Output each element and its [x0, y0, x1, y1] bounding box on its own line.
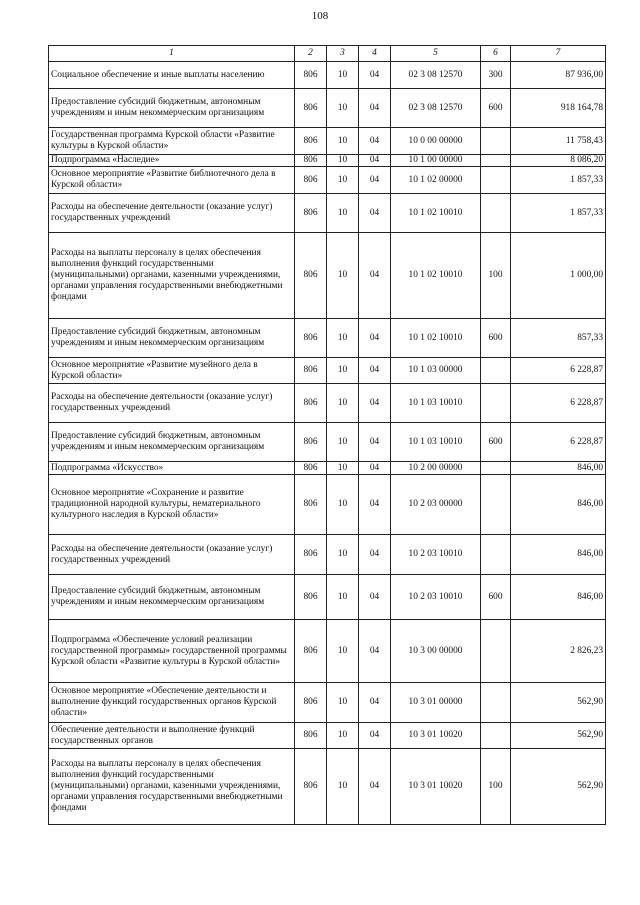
subsection-code-cell: 04: [359, 194, 391, 233]
ministry-code-cell: 806: [295, 423, 327, 462]
expense-type-code-cell: [481, 384, 511, 423]
table-row: [49, 423, 606, 462]
expense-type-code-cell: [481, 194, 511, 233]
expense-type-code-cell: [481, 358, 511, 384]
expense-name-cell: Основное мероприятие «Сохранение и развитие традиционной народной культуры, нематериального культурного наследия в Курской области»: [49, 475, 295, 535]
target-article-code-cell: 10 3 01 10020: [391, 749, 481, 825]
subsection-code-cell: 04: [359, 128, 391, 155]
subsection-code-cell: 04: [359, 155, 391, 167]
table-row: [49, 319, 606, 358]
expense-name-cell: Предоставление субсидий бюджетным, автономным учреждениям и иным некоммерческим организациям: [49, 89, 295, 128]
section-code-cell: 10: [327, 89, 359, 128]
subsection-code-cell: 04: [359, 423, 391, 462]
page-number: 108: [311, 10, 329, 22]
budget-table: [48, 45, 606, 825]
target-article-code-cell: 10 1 03 00000: [391, 358, 481, 384]
expense-type-code-cell: 600: [481, 575, 511, 620]
subsection-code-cell: 04: [359, 620, 391, 683]
section-code-cell: 10: [327, 620, 359, 683]
table-row: [49, 475, 606, 535]
table-row: [49, 358, 606, 384]
amount-cell: 8 086,20: [511, 155, 606, 167]
amount-cell: 846,00: [511, 475, 606, 535]
ministry-code-cell: 806: [295, 358, 327, 384]
expense-name-cell: Социальное обеспечение и иные выплаты населению: [49, 62, 295, 89]
amount-cell: 1 857,33: [511, 194, 606, 233]
amount-cell: 6 228,87: [511, 423, 606, 462]
expense-type-code-cell: [481, 155, 511, 167]
ministry-code-cell: 806: [295, 62, 327, 89]
section-code-cell: 10: [327, 723, 359, 749]
target-article-code-cell: 10 2 03 00000: [391, 475, 481, 535]
section-code-cell: 10: [327, 167, 359, 194]
target-article-code-cell: 10 1 02 10010: [391, 194, 481, 233]
target-article-code-cell: 10 1 03 10010: [391, 384, 481, 423]
expense-type-code-cell: 600: [481, 423, 511, 462]
target-article-code-cell: 10 1 02 10010: [391, 233, 481, 319]
table-row: [49, 194, 606, 233]
section-code-cell: 10: [327, 358, 359, 384]
amount-cell: 846,00: [511, 575, 606, 620]
subsection-code-cell: 04: [359, 62, 391, 89]
expense-type-code-cell: [481, 723, 511, 749]
expense-name-cell: Предоставление субсидий бюджетным, автономным учреждениям и иным некоммерческим организациям: [49, 575, 295, 620]
ministry-code-cell: 806: [295, 155, 327, 167]
section-code-cell: 10: [327, 462, 359, 475]
amount-cell: 562,90: [511, 723, 606, 749]
amount-cell: 846,00: [511, 462, 606, 475]
section-code-cell: 10: [327, 319, 359, 358]
subsection-code-cell: 04: [359, 233, 391, 319]
ministry-code-cell: 806: [295, 319, 327, 358]
table-row: [49, 683, 606, 723]
section-code-cell: 10: [327, 233, 359, 319]
section-code-cell: 10: [327, 535, 359, 575]
section-code-cell: 10: [327, 128, 359, 155]
ministry-code-cell: 806: [295, 749, 327, 825]
expense-type-code-cell: 600: [481, 89, 511, 128]
amount-cell: 918 164,78: [511, 89, 606, 128]
amount-cell: 846,00: [511, 535, 606, 575]
header-cell-2: 2: [295, 46, 327, 62]
expense-type-code-cell: [481, 128, 511, 155]
expense-type-code-cell: 100: [481, 233, 511, 319]
ministry-code-cell: 806: [295, 535, 327, 575]
expense-name-cell: Расходы на обеспечение деятельности (оказание услуг) государственных учреждений: [49, 194, 295, 233]
amount-cell: 2 826,23: [511, 620, 606, 683]
target-article-code-cell: 10 2 00 00000: [391, 462, 481, 475]
target-article-code-cell: 10 3 01 10020: [391, 723, 481, 749]
table-row: [49, 89, 606, 128]
table-row: [49, 167, 606, 194]
amount-cell: 6 228,87: [511, 384, 606, 423]
amount-cell: 87 936,00: [511, 62, 606, 89]
amount-cell: 1 000,00: [511, 233, 606, 319]
section-code-cell: 10: [327, 575, 359, 620]
ministry-code-cell: 806: [295, 575, 327, 620]
target-article-code-cell: 10 3 00 00000: [391, 620, 481, 683]
target-article-code-cell: 10 3 01 00000: [391, 683, 481, 723]
subsection-code-cell: 04: [359, 462, 391, 475]
subsection-code-cell: 04: [359, 749, 391, 825]
table-row: [49, 462, 606, 475]
header-cell-3: 3: [327, 46, 359, 62]
expense-name-cell: Подпрограмма «Наследие»: [49, 155, 295, 167]
subsection-code-cell: 04: [359, 535, 391, 575]
subsection-code-cell: 04: [359, 89, 391, 128]
ministry-code-cell: 806: [295, 128, 327, 155]
ministry-code-cell: 806: [295, 384, 327, 423]
expense-name-cell: Основное мероприятие «Развитие музейного дела в Курской области»: [49, 358, 295, 384]
expense-name-cell: Государственная программа Курской области «Развитие культуры в Курской области»: [49, 128, 295, 155]
target-article-code-cell: 10 2 03 10010: [391, 535, 481, 575]
expense-type-code-cell: [481, 620, 511, 683]
ministry-code-cell: 806: [295, 683, 327, 723]
section-code-cell: 10: [327, 384, 359, 423]
target-article-code-cell: 02 3 08 12570: [391, 62, 481, 89]
expense-type-code-cell: [481, 475, 511, 535]
target-article-code-cell: 10 1 03 10010: [391, 423, 481, 462]
target-article-code-cell: 10 1 00 00000: [391, 155, 481, 167]
header-cell-7: 7: [511, 46, 606, 62]
table-row: [49, 749, 606, 825]
subsection-code-cell: 04: [359, 683, 391, 723]
expense-name-cell: Расходы на обеспечение деятельности (оказание услуг) государственных учреждений: [49, 384, 295, 423]
table-row: [49, 723, 606, 749]
expense-name-cell: Предоставление субсидий бюджетным, автономным учреждениям и иным некоммерческим организациям: [49, 423, 295, 462]
ministry-code-cell: 806: [295, 233, 327, 319]
subsection-code-cell: 04: [359, 384, 391, 423]
subsection-code-cell: 04: [359, 167, 391, 194]
target-article-code-cell: 10 1 02 00000: [391, 167, 481, 194]
table-row: [49, 620, 606, 683]
ministry-code-cell: 806: [295, 475, 327, 535]
expense-type-code-cell: 300: [481, 62, 511, 89]
table-row: [49, 575, 606, 620]
table-row: [49, 62, 606, 89]
amount-cell: 11 758,43: [511, 128, 606, 155]
amount-cell: 6 228,87: [511, 358, 606, 384]
expense-name-cell: Расходы на выплаты персоналу в целях обеспечения выполнения функций государственными (муниципальными) органами, казенными учреждениями, органами управления государственными внебюджетными фондами: [49, 233, 295, 319]
target-article-code-cell: 10 1 02 10010: [391, 319, 481, 358]
expense-name-cell: Подпрограмма «Искусство»: [49, 462, 295, 475]
expense-type-code-cell: [481, 535, 511, 575]
expense-type-code-cell: 100: [481, 749, 511, 825]
expense-name-cell: Подпрограмма «Обеспечение условий реализации государственной программы» государственной программы Курской области «Развитие культуры в Курской области»: [49, 620, 295, 683]
subsection-code-cell: 04: [359, 723, 391, 749]
ministry-code-cell: 806: [295, 89, 327, 128]
subsection-code-cell: 04: [359, 358, 391, 384]
expense-name-cell: Основное мероприятие «Обеспечение деятельности и выполнение функций государственных органов Курской области»: [49, 683, 295, 723]
section-code-cell: 10: [327, 683, 359, 723]
ministry-code-cell: 806: [295, 194, 327, 233]
expense-type-code-cell: [481, 462, 511, 475]
section-code-cell: 10: [327, 749, 359, 825]
ministry-code-cell: 806: [295, 167, 327, 194]
amount-cell: 1 857,33: [511, 167, 606, 194]
subsection-code-cell: 04: [359, 475, 391, 535]
table-row: [49, 535, 606, 575]
subsection-code-cell: 04: [359, 575, 391, 620]
table-row: [49, 233, 606, 319]
header-cell-6: 6: [481, 46, 511, 62]
section-code-cell: 10: [327, 475, 359, 535]
table-row: [49, 384, 606, 423]
ministry-code-cell: 806: [295, 620, 327, 683]
amount-cell: 562,90: [511, 749, 606, 825]
header-cell-5: 5: [391, 46, 481, 62]
expense-name-cell: Расходы на обеспечение деятельности (оказание услуг) государственных учреждений: [49, 535, 295, 575]
expense-name-cell: Расходы на выплаты персоналу в целях обеспечения выполнения функций государственными (муниципальными) органами, казенными учреждениями, органами управления государственными внебюджетными фондами: [49, 749, 295, 825]
table-row: [49, 128, 606, 155]
subsection-code-cell: 04: [359, 319, 391, 358]
amount-cell: 562,90: [511, 683, 606, 723]
target-article-code-cell: 10 2 03 10010: [391, 575, 481, 620]
expense-name-cell: Основное мероприятие «Развитие библиотечного дела в Курской области»: [49, 167, 295, 194]
table-header-row: [49, 46, 606, 62]
expense-type-code-cell: 600: [481, 319, 511, 358]
target-article-code-cell: 10 0 00 00000: [391, 128, 481, 155]
section-code-cell: 10: [327, 194, 359, 233]
table-row: [49, 155, 606, 167]
section-code-cell: 10: [327, 423, 359, 462]
target-article-code-cell: 02 3 08 12570: [391, 89, 481, 128]
header-cell-1: 1: [49, 46, 295, 62]
table-body: [49, 46, 606, 825]
section-code-cell: 10: [327, 62, 359, 89]
expense-name-cell: Обеспечение деятельности и выполнение функций государственных органов: [49, 723, 295, 749]
expense-type-code-cell: [481, 167, 511, 194]
header-cell-4: 4: [359, 46, 391, 62]
ministry-code-cell: 806: [295, 462, 327, 475]
amount-cell: 857,33: [511, 319, 606, 358]
expense-name-cell: Предоставление субсидий бюджетным, автономным учреждениям и иным некоммерческим организациям: [49, 319, 295, 358]
ministry-code-cell: 806: [295, 723, 327, 749]
section-code-cell: 10: [327, 155, 359, 167]
expense-type-code-cell: [481, 683, 511, 723]
